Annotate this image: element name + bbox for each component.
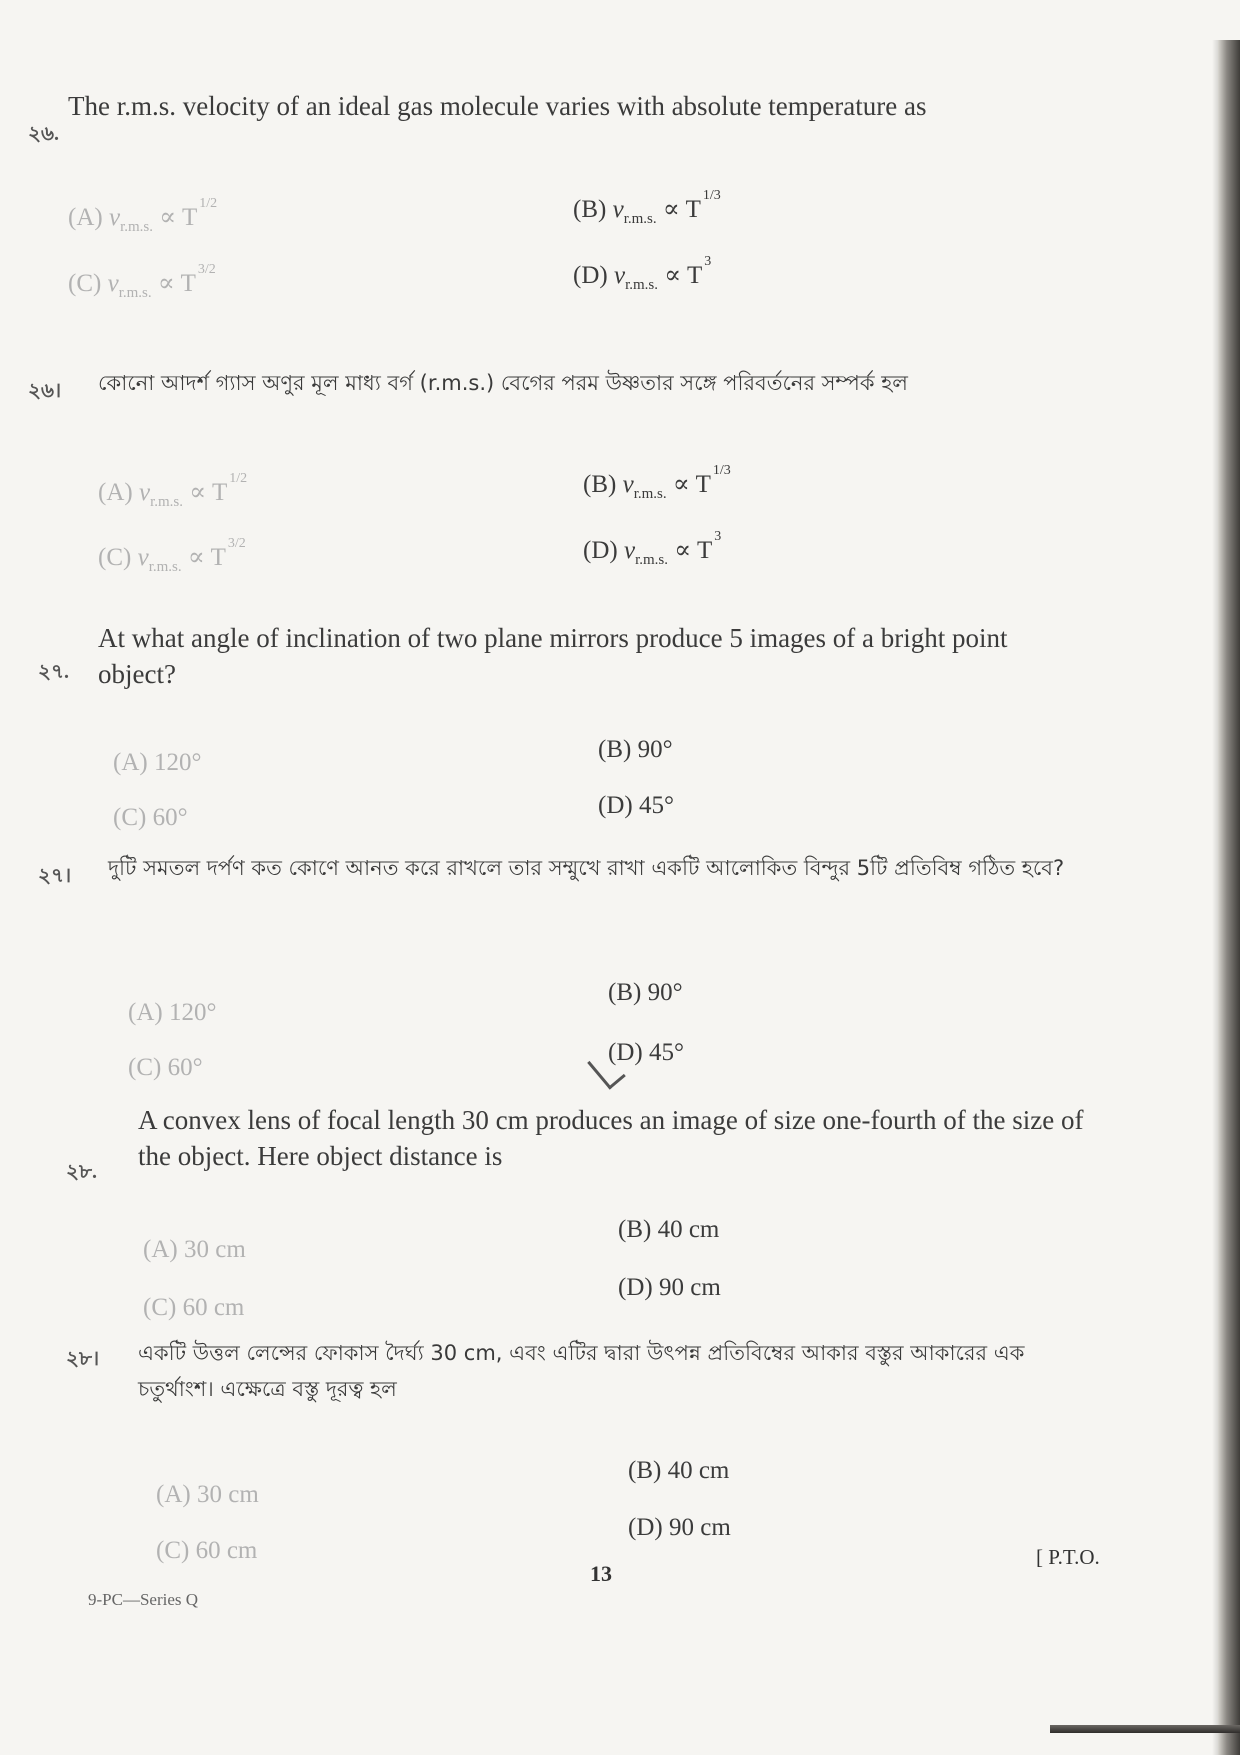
option-b[interactable]: (B) 40 cm [628,1457,730,1484]
question-text-content: দুটি সমতল দর্পণ কত কোণে আনত করে রাখলে তার সম্মুখে রাখা একটি আলোকিত বিন্দুর 5টি প্রতিবিম্ব গঠিত হবে? [108,856,1065,880]
option-a[interactable]: (A) 30 cm [156,1481,259,1508]
question-text [98,365,1078,401]
paper-code: 9-PC—Series Q [88,1590,199,1609]
page-edge-bottom [1050,1725,1240,1733]
question-28-en [28,1102,1098,1321]
question-text-content: কোনো আদর্শ গ্যাস অণুর মূল মাধ্য বর্গ (r.m.s.) বেগের পরম উষ্ণতার সঙ্গে পরিবর্তনের সম্পর্ক হল [98,371,908,395]
option-b[interactable]: (B) $v_{r.m.s.} \propto T^{1/3}$ [583,463,731,502]
question-26-en [28,88,1088,301]
question-text [138,1335,1098,1407]
option-b[interactable]: (B) $v_{r.m.s.} \propto T^{1/3}$ [573,188,721,227]
question-text [68,88,1078,124]
option-c[interactable]: (C) $v_{r.m.s.} \propto T^{3/2}$ [98,536,246,575]
option-a[interactable]: (A) 30 cm [143,1236,246,1263]
question-text [98,620,1088,692]
question-text-content: একটি উত্তল লেন্সের ফোকাস দৈর্ঘ্য 30 cm, এবং এটির দ্বারা উৎপন্ন প্রতিবিম্বের আকার বস্তুর আকারের এক চতুর্থাংশ। এক্ষেত্রে বস্তু দূরত্ব হল [138,1341,1025,1401]
question-text [138,1102,1098,1174]
option-b[interactable]: (B) 90° [608,979,683,1006]
option-a[interactable]: (A) 120° [128,999,217,1026]
question-text-content: The r.m.s. velocity of an ideal gas molecule varies with absolute temperature as [68,91,927,121]
question-text-content: A convex lens of focal length 30 cm produces an image of size one-fourth of the size of the object. Here object distance is [138,1105,1084,1171]
question-26-bn [28,365,1088,575]
option-c[interactable]: (C) $v_{r.m.s.} \propto T^{3/2}$ [68,262,216,301]
option-a[interactable]: (A) $v_{r.m.s.} \propto T^{1/2}$ [98,471,248,510]
question-number: ২৭। [38,865,72,887]
page-number: 13 [590,1561,612,1586]
option-d[interactable]: (D) 90 cm [628,1514,731,1541]
option-c[interactable]: (C) 60° [113,804,188,831]
option-d[interactable]: (D) 45° [598,792,674,819]
question-text [108,850,1088,886]
question-number: ২৮. [66,1161,97,1183]
option-d[interactable]: (D) 45° [608,1039,684,1066]
option-c[interactable]: (C) 60 cm [156,1537,258,1564]
option-b[interactable]: (B) 40 cm [618,1216,720,1243]
option-c[interactable]: (C) 60 cm [143,1294,245,1321]
question-number: ২৬. [28,123,60,145]
option-c[interactable]: (C) 60° [128,1054,203,1081]
option-a[interactable]: (A) $v_{r.m.s.} \propto T^{1/2}$ [68,196,218,235]
question-number: ২৭. [38,661,70,683]
pto-label: [ P.T.O. [1036,1545,1100,1569]
question-text-content: At what angle of inclination of two plane mirrors produce 5 images of a bright point object? [98,623,1008,689]
option-d[interactable]: (D) $v_{r.m.s.} \propto T^3$ [573,254,712,293]
option-b[interactable]: (B) 90° [598,736,673,763]
question-27-bn [28,850,1088,1081]
page-edge-shadow [1218,40,1240,1755]
option-a[interactable]: (A) 120° [113,749,202,776]
option-d[interactable]: (D) $v_{r.m.s.} \propto T^3$ [583,529,722,568]
question-number: ২৬। [28,380,62,402]
question-number: ২৮। [66,1348,100,1370]
option-d[interactable]: (D) 90 cm [618,1274,721,1301]
question-27-en [28,620,1088,831]
